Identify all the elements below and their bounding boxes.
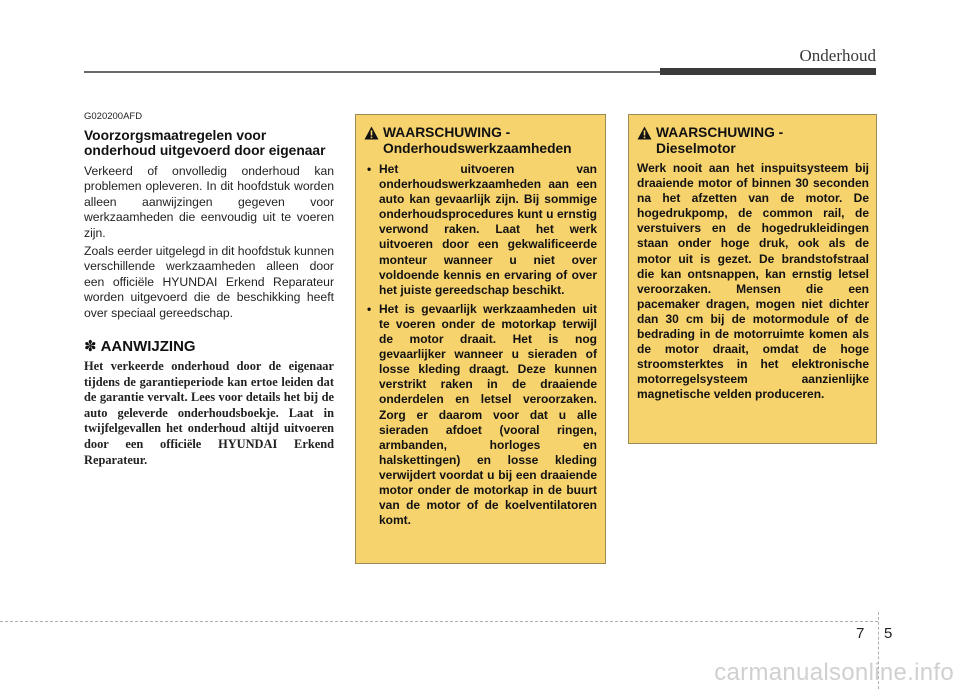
- header-rule-accent: [660, 68, 876, 75]
- warning-title: [364, 125, 597, 157]
- note-asterisk-icon: ✽: [84, 338, 97, 356]
- header-rule: [84, 71, 664, 73]
- list-item: [364, 162, 597, 298]
- note-heading-label: AANWIJZING: [100, 337, 196, 355]
- document-code: G020200AFD: [84, 111, 143, 122]
- watermark: carmanualsonline.info: [714, 659, 954, 686]
- bullet: •: [367, 301, 372, 316]
- bullet: •: [367, 162, 372, 176]
- warning-triangle-icon: [364, 126, 379, 140]
- list-item: [364, 302, 597, 528]
- note-text: Het verkeerde onderhoud door de eigenaar tijdens de garantieperiode kan ertoe leiden dat de garantie vervalt. Lees voor details het bij de auto geleverde onderhoudsboekje. Laat in twijfelgevallen het onderhoud altijd uitvoeren door een officiële HYUNDAI Erkend Reparateur.: [84, 359, 334, 467]
- section-title: Onderhoud: [799, 46, 876, 65]
- paragraph: Verkeerd of onvolledig onderhoud kan problemen opleveren. In dit hoofdstuk worden alleen aanwijzingen gegeven voor werkzaamheden die eenvoudig uit te voeren zijn.: [84, 164, 334, 240]
- footer-rule: [0, 621, 878, 622]
- warning-title-line2: Dieselmotor: [656, 141, 736, 156]
- paragraph: Zoals eerder uitgelegd in dit hoofdstuk kunnen verschillende werkzaamheden alleen door een officiële HYUNDAI Erkend Reparateur worden uitgevoerd die de beschikking heeft over speciaal gereedschap.: [84, 244, 335, 320]
- warning-title-line1: WAARSCHUWING -: [656, 125, 784, 140]
- note-heading: [84, 337, 334, 355]
- warning-title: [637, 125, 869, 157]
- warning-box-diesel: [628, 114, 877, 444]
- list-item-text: Het uitvoeren van onderhoudswerkzaamheden aan een auto kan gevaarlijk zijn. Bij sommige onderhoudsprocedures kunt u ernstig verwond raken. Laat het werk uitvoeren door een gekwalificeerde monteur wanneer u niet over voldoende kennis en ervaring of over het juiste gereedschap beschikt.: [379, 162, 597, 297]
- warning-title-line1: WAARSCHUWING -: [383, 125, 511, 140]
- warning-title-text: [383, 125, 572, 157]
- chapter-number: 7: [856, 625, 865, 642]
- warning-box-maintenance: [355, 114, 606, 564]
- list-item-text: Het is gevaarlijk werkzaamheden uit te voeren onder de motorkap terwijl de motor draait. Het is nog gevaarlijker wanneer u sieraden of losse kleding draagt. Deze kunnen verstrikt raken in de draaiende onderdelen en letsel veroorzaken. Zorg er daarom voor dat u alle sieraden afdoet (vooral ringen, armbanden, horloges en halskettingen) en losse kleding verwijdert voordat u bij een draaiende motor onder de motorkap in de buurt van de motor of de koelventilatoren komt.: [379, 301, 597, 528]
- page-number: 5: [884, 625, 893, 642]
- left-column: [84, 111, 334, 468]
- warning-title-text: [656, 125, 783, 157]
- warning-list: [364, 162, 597, 528]
- page-heading: Voorzorgsmaatregelen voor onderhoud uitgevoerd door eigenaar: [84, 128, 326, 158]
- warning-title-line2: Onderhoudswerkzaamheden: [383, 141, 572, 156]
- warning-text: Werk nooit aan het inspuitsysteem bij draaiende motor of binnen 30 seconden na het afzetten van de motor. De hogedrukpomp, de common rail, de verstuivers en de hogedrukleidingen staan onder hoge druk, ook als de motor uit is gezet. De brandstofstraal die kan ontsnappen, kan ernstig letsel veroorzaken. Mensen die een pacemaker dragen, mogen niet dichter dan 30 cm bij de motormodule of de bedrading in de motorruimte komen als de motor draait, omdat de hoge stroomsterktes in het elektronische motorregelsysteem aanzienlijke magnetische velden produceren.: [637, 161, 869, 402]
- warning-triangle-icon: [637, 126, 652, 140]
